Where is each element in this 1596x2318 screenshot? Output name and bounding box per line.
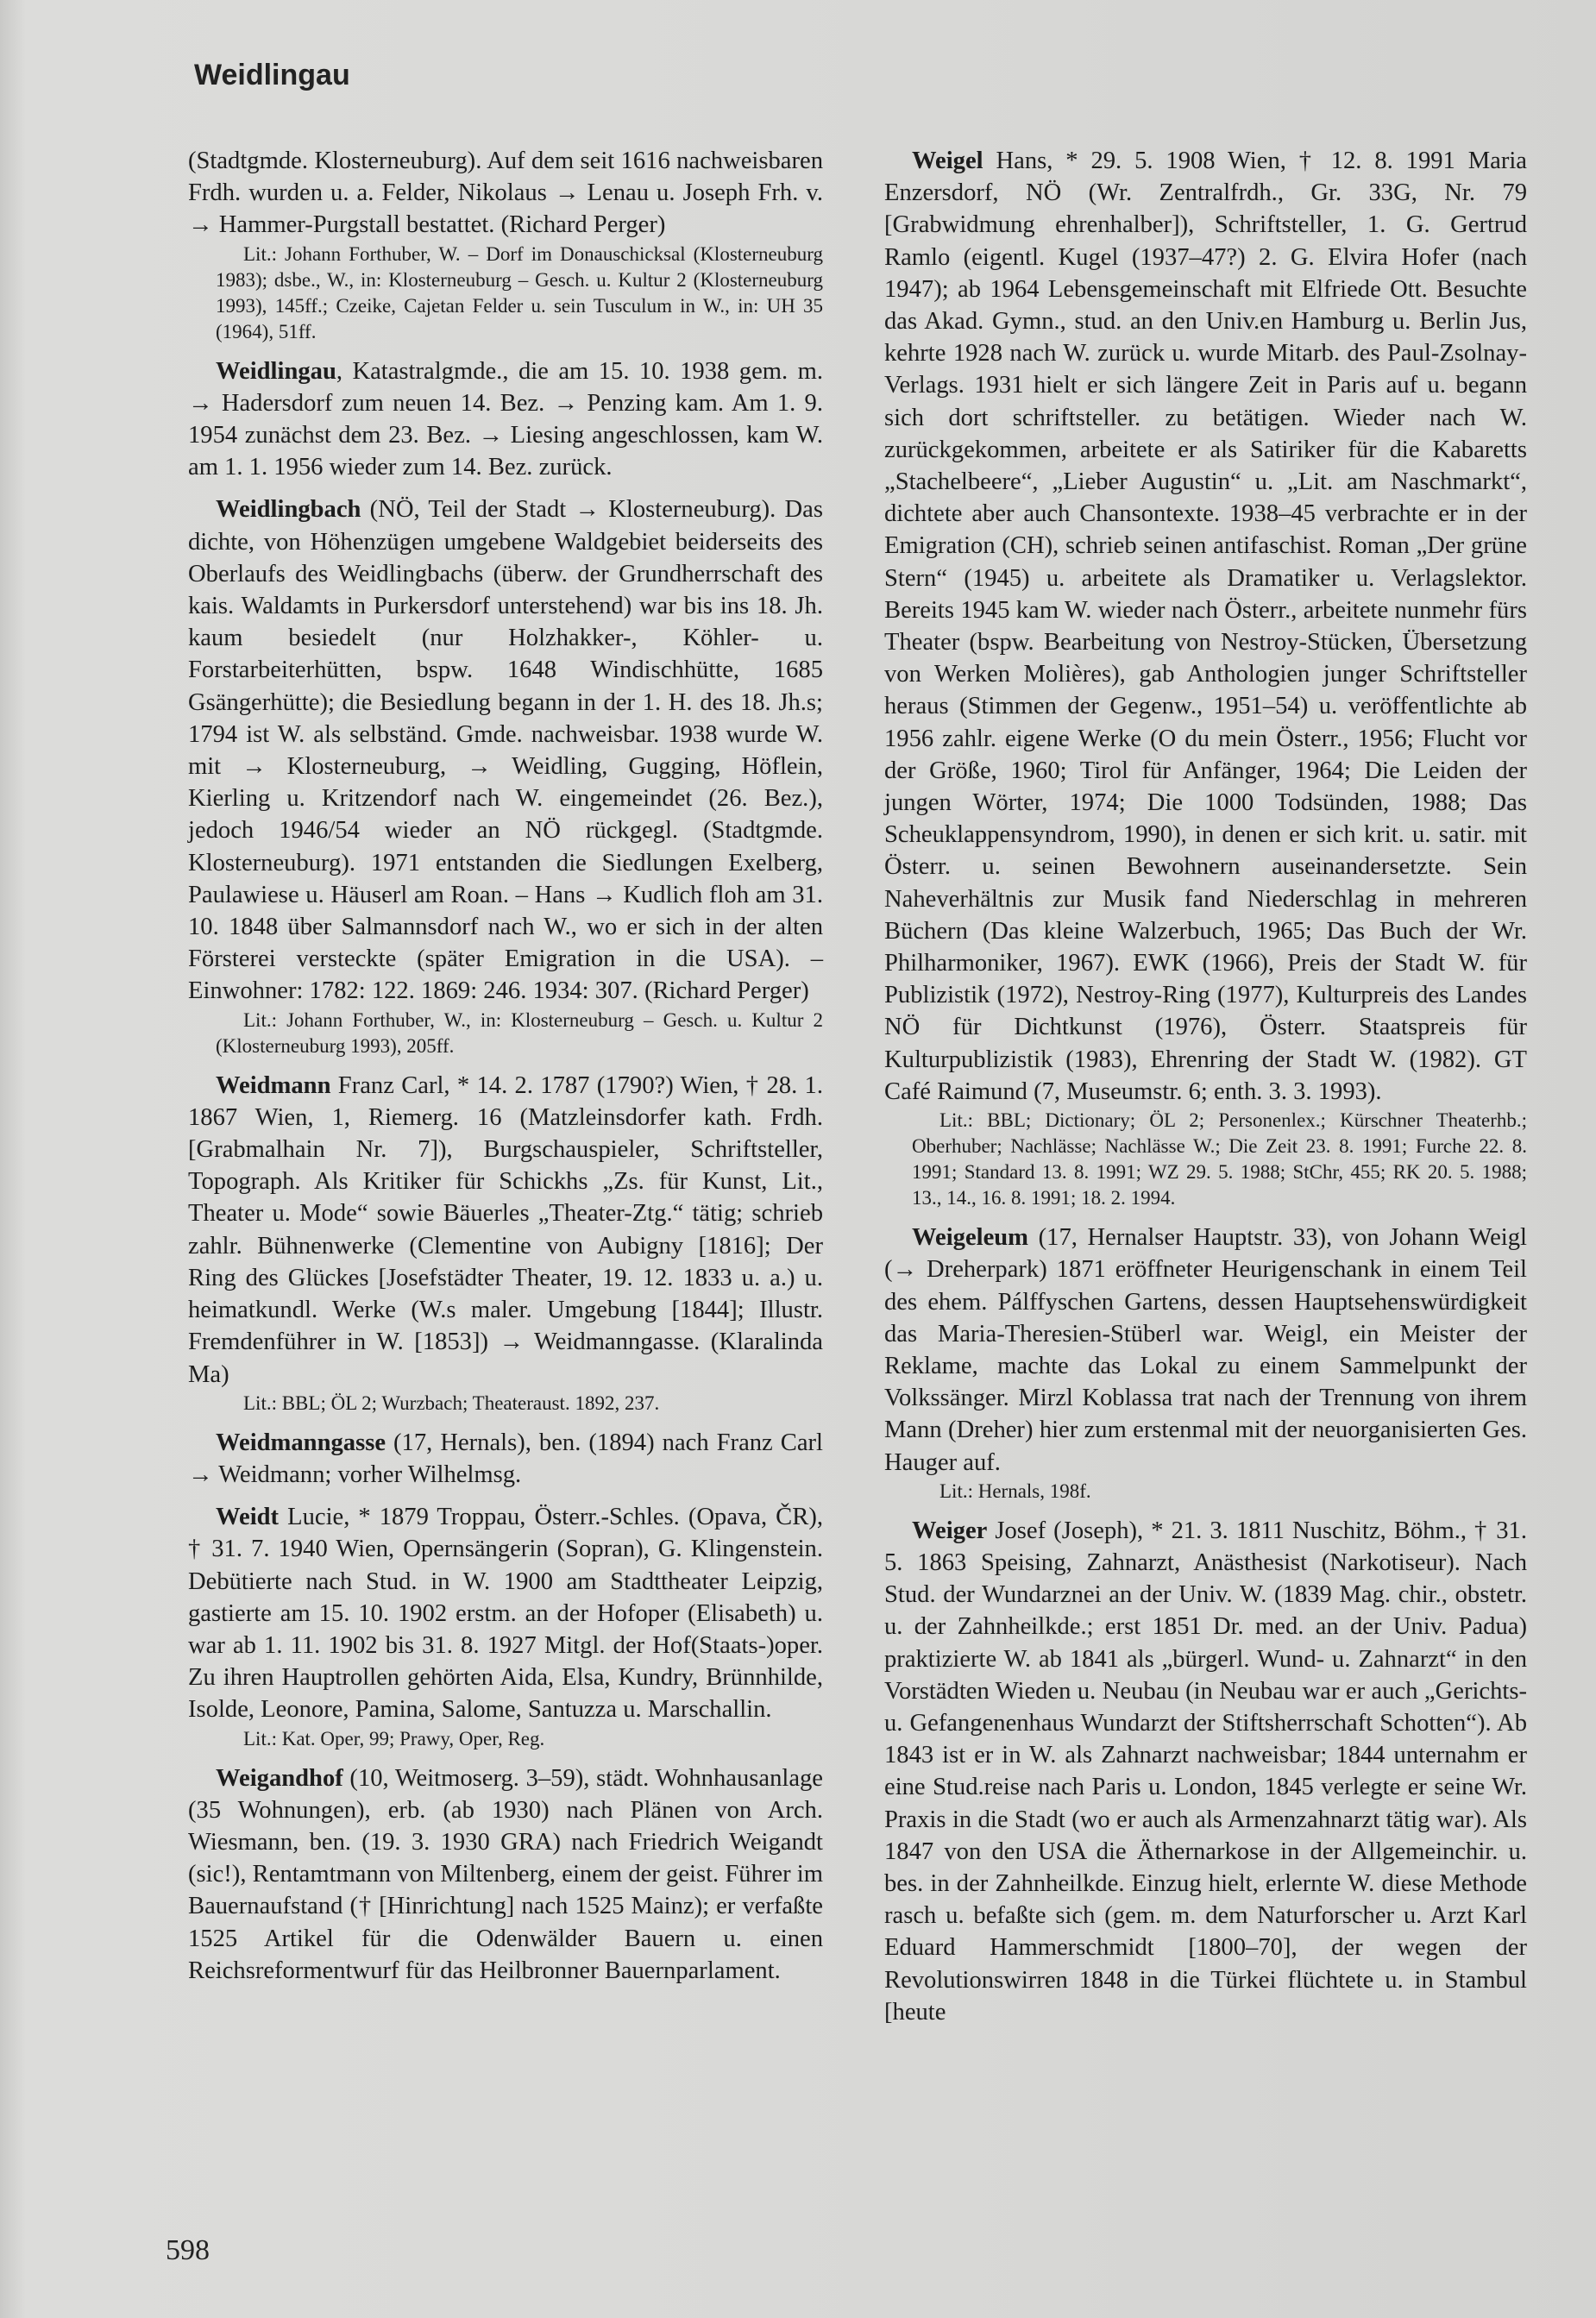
entry-text [188, 1427, 823, 1491]
entry-literature: Lit.: Johann Forthuber, W. – Dorf im Donauschicksal (Klosterneuburg 1983); dsbe., W., in: Klosterneuburg – Gesch. u. Kultur 2 (Klosterneuburg 1993), 145ff.; Czeike, Cajetan Felder u. sein Tusculum in W., in: UH 35 (1964), 51ff. [216, 242, 823, 342]
entry-text [188, 1762, 823, 1987]
right-column [884, 145, 1527, 2038]
entry [188, 1501, 823, 1751]
entry-text [884, 145, 1527, 1108]
entry-body: (Stadtgmde. Klosterneuburg). Auf dem seit 1616 nachweisbaren Frdh. wurden u. a. Felder, Nikolaus → Lenau u. Joseph Frh. v. → Hammer-Purgstall bestattet. (Richard Perger) [188, 148, 823, 239]
entry [884, 1222, 1527, 1505]
entry [884, 1515, 1527, 2028]
entry [884, 145, 1527, 1211]
entry-text [188, 145, 823, 242]
entry-literature: Lit.: Johann Forthuber, W., in: Klosterneuburg – Gesch. u. Kultur 2 (Klosterneuburg 1993), 205ff. [216, 1008, 823, 1057]
entry-body: Hans, * 29. 5. 1908 Wien, † 12. 8. 1991 Maria Enzersdorf, NÖ (Wr. Zentralfrdh., Gr. 33G, Nr. 79 [Grabwidmung ehrenhalber]), Schriftsteller, 1. G. Gertrud Ramlo (eigentl. Kugel (1937–47?) 2. G. Elvira Hofer (nach 1947); ab 1964 Lebensgemeinschaft mit Elfriede Ott. Besuchte das Akad. Gymn., stud. an den Univ.en Hamburg u. Berlin Jus, kehrte 1928 nach W. zurück u. wurde Mitarb. des Paul-Zsolnay-Verlags. 1931 hielt er sich längere Zeit in Paris auf u. begann sich dort schriftsteller. zu betätigen. Wieder nach W. zurückgekommen, arbeitete er als Satiriker für die Kabaretts „Stachelbeere“, „Lieber Augustin“ u. „Lit. am Naschmarkt“, dichtete aber auch Chansontexte. 1938–45 verbrachte er in der Emigration (CH), schrieb seinen antifaschist. Roman „Der grüne Stern“ (1945) u. arbeitete als Dramatiker u. Verlagslektor. Bereits 1945 kam W. wieder nach Österr., arbeitete nunmehr fürs Theater (bspw. Bearbeitung von Nestroy-Stücken, Übersetzung von Werken Molières), gab Anthologien junger Schriftsteller heraus (Stimmen der Gegenw., 1951–54) u. veröffentlichte ab 1956 zahlr. eigene Werke (O du mein Österr., 1956; Flucht vor der Größe, 1960; Tirol für Anfänger, 1964; Die Leiden der jungen Wörter, 1974; Die 1000 Todsünden, 1988; Das Scheuklappensyndrom, 1990), in denen er sich krit. u. satir. mit Österr. u. seinen Bewohnern auseinandersetzte. Sein Naheverhältnis zur Musik fand Niederschlag in mehreren Büchern (Das kleine Walzerbuch, 1965; Das Buch der Wr. Philharmoniker, 1967). EWK (1966), Preis der Stadt W. für Publizistik (1972), Nestroy-Ring (1977), Kulturpreis des Landes NÖ für Dichtkunst (1976), Österr. Staatspreis für Kulturpublizistik (1983), Ehrenring der Stadt W. (1982). GT Café Raimund (7, Museumstr. 6; enth. 3. 3. 1993). [884, 148, 1527, 1105]
entry-body: Josef (Joseph), * 21. 3. 1811 Nuschitz, Böhm., † 31. 5. 1863 Speising, Zahnarzt, Anästhesist (Narkotiseur). Nach Stud. der Wundarznei an der Univ. W. (1839 Mag. chir., obstetr. u. der Zahnheilkde.; erst 1851 Dr. med. an der Univ. Padua) praktizierte W. ab 1841 als „bürgerl. Wund- u. Zahnarzt“ in den Vorstädten Wieden u. Neubau (in Neubau war er auch „Gerichts- u. Gefangenenhaus Wundarzt der Stiftsherrschaft Schotten“). Ab 1843 ist er in W. als Zahnarzt nachweisbar; 1844 unternahm er eine Stud.reise nach Paris u. London, 1845 verlegte er seine Wr. Praxis in die Stadt (wo er auch als Armenzahnarzt tätig war). Als 1847 von den USA die Äthernarkose in der Allgemeinchir. u. bes. in der Zahnheilkde. Einzug hielt, erlernte W. diese Methode rasch u. befaßte sich (gem. m. dem Naturforscher u. Arzt Karl Eduard Hammerschmidt [1800–70], der wegen der Revolutionswirren 1848 in die Türkei flüchtete u. in Stambul [heute [884, 1517, 1527, 2026]
running-header: Weidlingau [194, 59, 350, 91]
entry-headword: Weidlingbach [216, 496, 361, 524]
entry-literature: Lit.: Kat. Oper, 99; Prawy, Oper, Reg. [243, 1727, 545, 1749]
entry-body: (17, Hernals), ben. (1894) nach Franz Carl → Weidmann; vorher Wilhelmsg. [188, 1429, 823, 1488]
entry-headword: Weigel [912, 148, 983, 174]
entry-text [188, 355, 823, 484]
entry-headword: Weidmann [216, 1071, 331, 1099]
entry-body: Lucie, * 1879 Troppau, Österr.-Schles. (Opava, ČR), † 31. 7. 1940 Wien, Opernsängerin (Sopran), G. Klingenstein. Debütierte nach Stud. in W. 1900 am Stadttheater Leipzig, gastierte am 15. 10. 1902 erstm. an der Hofoper (Elisabeth) u. war ab 1. 11. 1902 bis 31. 8. 1927 Mitgl. der Hof(Staats-)oper. Zu ihren Hauptrollen gehörten Aida, Elsa, Kundry, Brünnhilde, Isolde, Leonore, Pamina, Salome, Santuzza u. Marschallin. [188, 1504, 823, 1724]
entry-body: (NÖ, Teil der Stadt → Klosterneuburg). Das dichte, von Höhenzügen umgebene Waldgebiet beiderseits des Oberlaufs des Weidlingbachs (überw. der Grundherrschaft des kais. Waldamts in Purkersdorf unterstehend) war bis ins 18. Jh. kaum besiedelt (nur Holzhakker-, Köhler- u. Forstarbeiterhütten, bspw. 1648 Windischhütte, 1685 Gsängerhütte); die Besiedlung begann in der 1. H. des 18. Jh.s; 1794 ist W. als selbständ. Gmde. nachweisbar. 1938 wurde W. mit → Klosterneuburg, → Weidling, Gugging, Höflein, Kierling u. Kritzendorf nach W. eingemeindet (26. Bez.), jedoch 1946/54 wieder an NÖ rückgegl. (Stadtgmde. Klosterneuburg). 1971 entstanden die Siedlungen Exelberg, Paulawiese u. Häuserl am Roan. – Hans → Kudlich floh am 31. 10. 1848 über Salmannsdorf nach W., wo er sich in der alten Försterei versteckte (später Emigration in die USA). – Einwohner: 1782: 122. 1869: 246. 1934: 307. (Richard Perger) [188, 496, 823, 1005]
page-number: 598 [166, 2234, 210, 2266]
entry-text [188, 1501, 823, 1725]
entry-headword: Weigeleum [912, 1224, 1028, 1252]
entry-text [884, 1515, 1527, 2028]
entry-headword: Weidt [216, 1504, 280, 1531]
left-column [188, 145, 823, 1997]
entry-literature: Lit.: Hernals, 198f. [939, 1479, 1091, 1502]
entry-headword: Weigandhof [216, 1764, 343, 1792]
entry-literature: Lit.: BBL; Dictionary; ÖL 2; Personenlex.; Kürschner Theaterhb.; Oberhuber; Nachlässe; Nachlässe W.; Die Zeit 23. 8. 1991; Furche 22. 8. 1991; Standard 13. 8. 1991; WZ 29. 5. 1988; StChr, 455; RK 20. 5. 1988; 13., 14., 16. 8. 1991; 18. 2. 1994. [912, 1109, 1527, 1209]
entry-headword: Weidmanngasse [216, 1429, 386, 1456]
entry-body: (10, Weitmoserg. 3–59), städt. Wohnhausanlage (35 Wohnungen), erb. (ab 1930) nach Plänen von Arch. Wiesmann, ben. (19. 3. 1930 GRA) nach Friedrich Weigandt (sic!), Rentamtmann von Miltenberg, einem der geist. Führer im Bauernaufstand († [Hinrichtung] nach 1525 Mainz); er verfaßte 1525 Artikel für die Odenwälder Bauern u. einen Reichsreformentwurf für das Heilbronner Bauernparlament. [188, 1764, 823, 1984]
entry [188, 145, 823, 345]
entry-headword: Weiger [912, 1517, 988, 1544]
entry [188, 1762, 823, 1987]
entry-body: Franz Carl, * 14. 2. 1787 (1790?) Wien, † 28. 1. 1867 Wien, 1, Riemerg. 16 (Matzleinsdorfer kath. Frdh. [Grabmalhain Nr. 7]), Burgschauspieler, Schriftsteller, Topograph. Als Kritiker für Schickhs „Zs. für Kunst, Lit., Theater u. Mode“ sowie Bäuerles „Theater-Ztg.“ tätig; schrieb zahlr. Bühnenwerke (Clementine von Aubigny [1816]; Der Ring des Glückes [Josefstädter Theater, 19. 12. 1833 u. a.) u. heimatkundl. Werke (W.s maler. Umgebung [1844]; Illustr. Fremdenführer in W. [1853]) → Weidmanngasse. (Klaralinda Ma) [188, 1071, 823, 1388]
entry-text [884, 1222, 1527, 1479]
entry-body: (17, Hernalser Hauptstr. 33), von Johann Weigl (→ Dreherpark) 1871 eröffneter Heurigenschank in einem Teil des ehem. Pálffyschen Gartens, dessen Hauptsehenswürdigkeit das Maria-Theresien-Stüberl war. Weigl, ein Meister der Reklame, machte das Lokal zu einem Sammelpunkt der Volkssänger. Mirzl Koblassa trat nach der Trennung von ihrem Mann (Dreher) hier zum erstenmal mit der neuorganisierten Ges. Hauger auf. [884, 1224, 1527, 1476]
entry [188, 355, 823, 484]
entry-text [188, 493, 823, 1007]
entry [188, 1070, 823, 1417]
entry-body: , Katastralgmde., die am 15. 10. 1938 gem. m. → Hadersdorf zum neuen 14. Bez. → Penzing kam. Am 1. 9. 1954 zunächst dem 23. Bez. → Liesing angeschlossen, kam W. am 1. 1. 1956 wieder zum 14. Bez. zurück. [188, 357, 823, 481]
entry-headword: Weidlingau [216, 357, 336, 385]
entry [188, 1427, 823, 1491]
entry-literature: Lit.: BBL; ÖL 2; Wurzbach; Theateraust. 1892, 237. [243, 1391, 660, 1414]
entry [188, 493, 823, 1058]
entry-text [188, 1070, 823, 1391]
